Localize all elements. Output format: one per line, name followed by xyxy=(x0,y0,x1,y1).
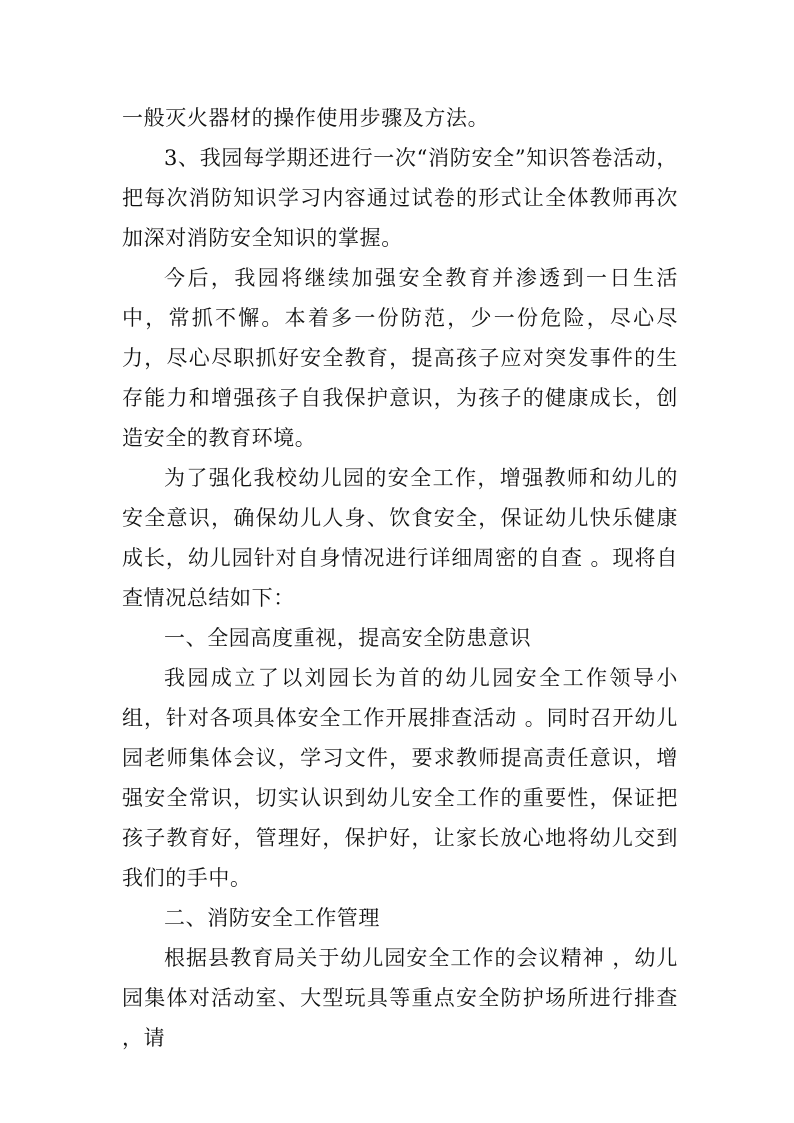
document-page xyxy=(122,98,678,1058)
paragraph-fire-equipment-methods: 一般灭火器材的操作使用步骤及方法。 xyxy=(122,106,490,130)
paragraph-self-inspection-intro: 为了强化我校幼儿园的安全工作，增强教师和幼儿的安全意识，确保幼儿人身、饮食安全，保证幼儿快乐健康成长，幼儿园针对自身情况进行详细周密的自查 。现将自查情况总结如下： xyxy=(122,466,678,610)
paragraph-leadership-group: 我园成立了以刘园长为首的幼儿园安全工作领导小组，针对各项具体安全工作开展排查活动 。同时召开幼儿园老师集体会议，学习文件，要求教师提高责任意识，增强安全常识，切实认识到幼儿安全工作的重要性，保证把孩子教育好，管理好，保护好，让家长放心地将幼儿交到我们的手中。 xyxy=(122,666,678,890)
section-heading-two: 二、消防安全工作管理 xyxy=(164,906,380,930)
paragraph-future-plans: 今后，我园将继续加强安全教育并渗透到一日生活中，常抓不懈。本着多一份防范，少一份危险，尽心尽力，尽心尽职抓好安全教育，提高孩子应对突发事件的生存能力和增强孩子自我保护意识，为孩子的健康成长，创造安全的教育环境。 xyxy=(122,266,678,450)
paragraph-inspection-spirit: 根据县教育局关于幼儿园安全工作的会议精神 ，幼儿园集体对活动室、大型玩具等重点安全防护场所进行排查 ，请 xyxy=(122,946,678,1050)
section-heading-one: 一、全园高度重视，提高安全防患意识 xyxy=(164,626,532,650)
paragraph-fire-safety-quiz: 3、我园每学期还进行一次“消防安全”知识答卷活动，把每次消防知识学习内容通过试卷的形式让全体教师再次加深对消防安全知识的掌握。 xyxy=(122,146,678,250)
